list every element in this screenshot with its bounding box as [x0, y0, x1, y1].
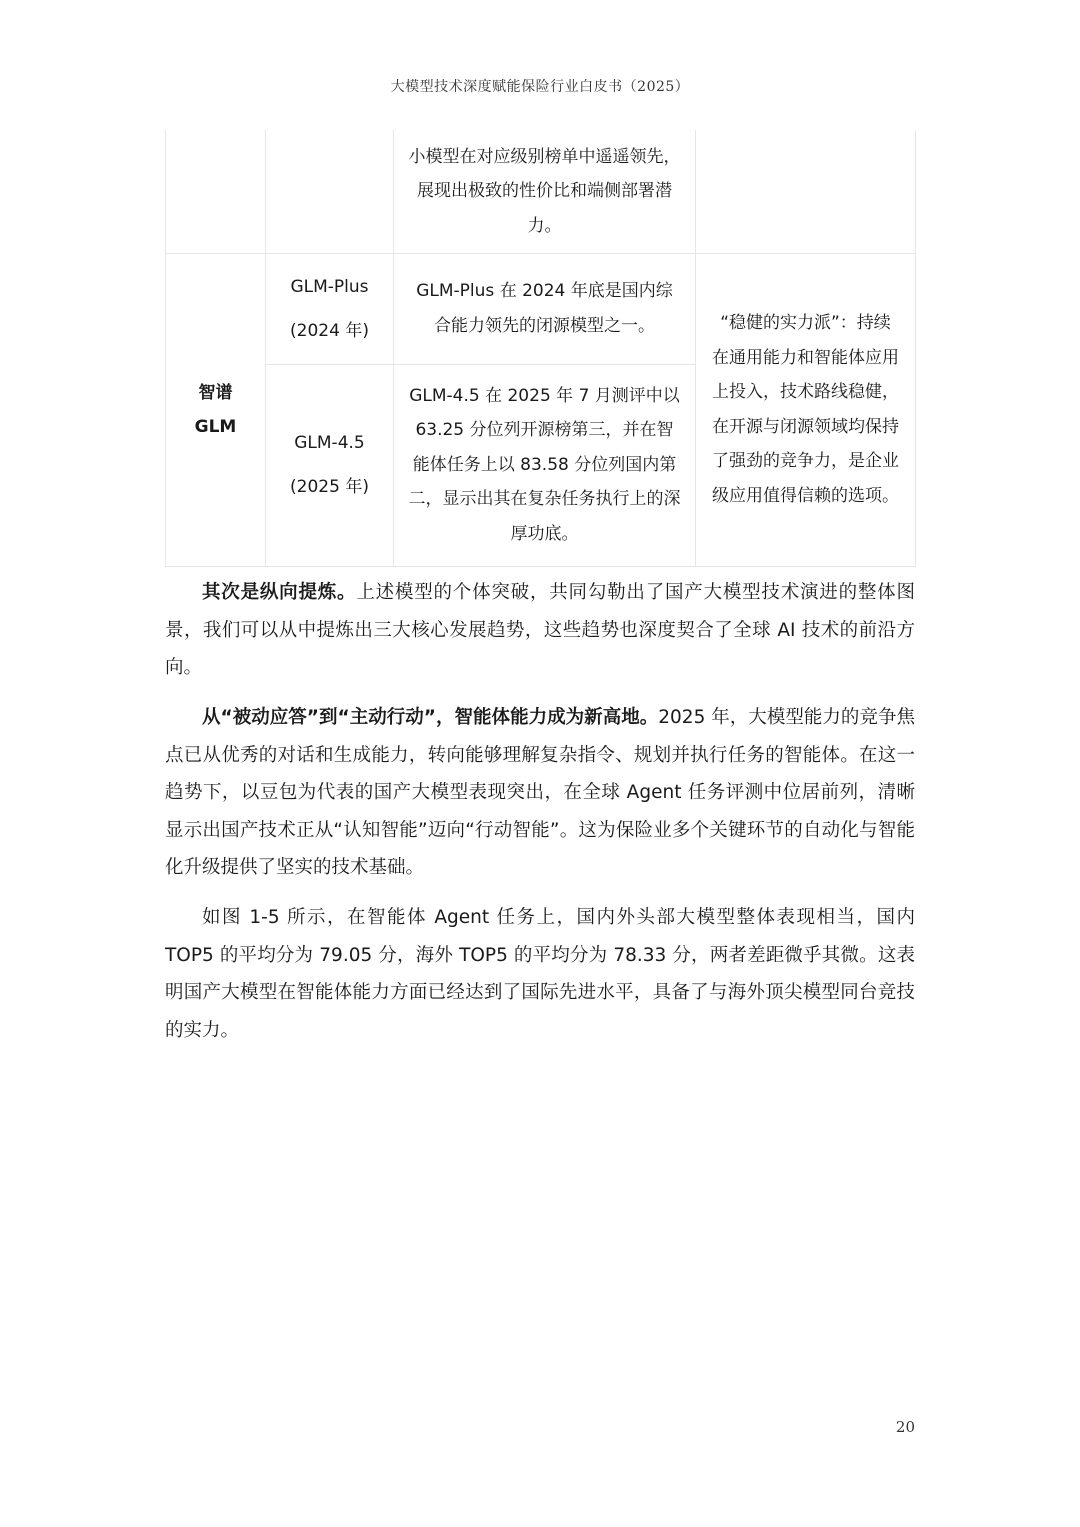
company-name: 智谱 [198, 382, 233, 403]
model-comparison-table [165, 130, 915, 567]
company-cell-zhipu-glm [166, 253, 266, 566]
company-name-en: GLM [194, 416, 237, 437]
paragraph-agent-trend [165, 699, 915, 887]
table-cell-empty [166, 130, 266, 253]
page-number: 20 [895, 1418, 915, 1436]
model-year: (2025 年) [290, 477, 369, 497]
paragraph-text: 2025 年，大模型能力的竞争焦点已从优秀的对话和生成能力，转向能够理解复杂指令、规划并执行任务的智能体。在这一趋势下，以豆包为代表的国产大模型表现突出，在全球 Agent 任务评测中位居前列，清晰显示出国产技术正从“认知智能”迈向“行动智能”。这为保险业多个关键环节的自动化与智能化升级提供了坚实的技术基础。 [165, 707, 915, 878]
page-header-title: 大模型技术深度赋能保险行业白皮书（2025） [390, 79, 690, 95]
paragraph-lead: 从“被动应答”到“主动行动”，智能体能力成为新高地。 [202, 707, 659, 728]
paragraph-text: 如图 1-5 所示，在智能体 Agent 任务上，国内外头部大模型整体表现相当，国内 TOP5 的平均分为 79.05 分，海外 TOP5 的平均分为 78.33 分，两者差距微乎其微。这表明国产大模型在智能体能力方面已经达到了国际先进水平，具备了与海外顶尖模型同台竞技的实力。 [165, 907, 915, 1041]
table-row-glm-plus [166, 253, 916, 364]
model-description-cell: GLM-Plus 在 2024 年底是国内综合能力领先的闭源模型之一。 [394, 253, 696, 364]
model-evaluation-cell: “稳健的实力派”：持续在通用能力和智能体应用上投入，技术路线稳健，在开源与闭源领域均保持了强劲的竞争力，是企业级应用值得信赖的选项。 [696, 253, 916, 566]
model-description-cell: 小模型在对应级别榜单中遥遥领先，展现出极致的性价比和端侧部署潜力。 [394, 130, 696, 253]
model-name: GLM-4.5 [294, 433, 365, 453]
table-row-continued [166, 130, 916, 253]
model-year: (2024 年) [290, 320, 369, 341]
table-cell-empty [696, 130, 916, 253]
paragraph-vertical-refinement [165, 574, 915, 687]
paragraph-text: 上述模型的个体突破，共同勾勒出了国产大模型技术演进的整体图景，我们可以从中提炼出三大核心发展趋势，这些趋势也深度契合了全球 AI 技术的前沿方向。 [165, 582, 915, 678]
table-cell-empty [266, 130, 394, 253]
model-name-cell [266, 253, 394, 364]
model-description-cell: GLM-4.5 在 2025 年 7 月测评中以 63.25 分位列开源榜第三，并在智能体任务上以 83.58 分位列国内第二，显示出其在复杂任务执行上的深厚功底。 [394, 364, 696, 566]
paragraph-lead: 其次是纵向提炼。 [202, 582, 357, 603]
paragraph-figure-reference [165, 899, 915, 1049]
model-name-cell [266, 364, 394, 566]
model-name: GLM-Plus [290, 276, 369, 297]
